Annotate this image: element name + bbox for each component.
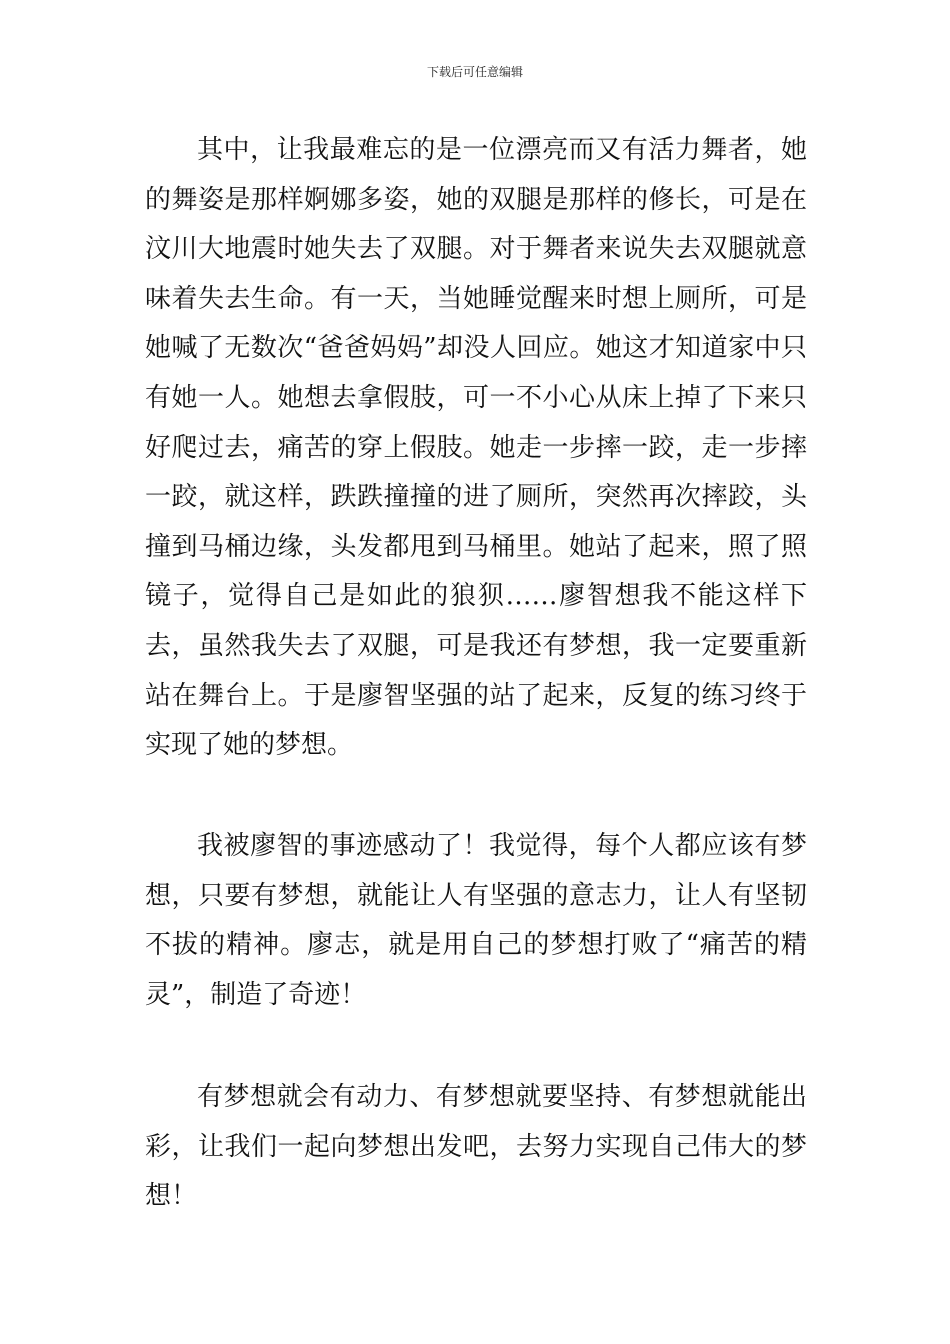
page-header-note: 下载后可任意编辑	[426, 65, 523, 79]
document-body-paragraph-2	[145, 822, 807, 1020]
document-body-paragraph-3	[145, 1073, 807, 1222]
paragraph-text: 有梦想就会有动力、有梦想就要坚持、有梦想就能出彩，让我们一起向梦想出发吧，去努力实现自己伟大的梦想！	[145, 1082, 807, 1212]
paragraph-text: 其中，让我最难忘的是一位漂亮而又有活力舞者，她的舞姿是那样婀娜多姿，她的双腿是那样的修长，可是在汶川大地震时她失去了双腿。对于舞者来说失去双腿就意味着失去生命。有一天，当她睡觉醒来时想上厕所，可是她喊了无数次“爸爸妈妈”却没人回应。她这才知道家中只有她一人。她想去拿假肢，可一不小心从床上掉了下来只好爬过去，痛苦的穿上假肢。她走一步摔一跤，走一步摔一跤，就这样，跌跌撞撞的进了厕所，突然再次摔跤，头撞到马桶边缘，头发都甩到马桶里。她站了起来，照了照镜子，觉得自己是如此的狼狈……廖智想我不能这样下去，虽然我失去了双腿，可是我还有梦想，我一定要重新站在舞台上。于是廖智坚强的站了起来，反复的练习终于实现了她的梦想。	[145, 135, 807, 761]
document-body-paragraph-1	[145, 126, 807, 771]
paragraph-text: 我被廖智的事迹感动了！我觉得，每个人都应该有梦想，只要有梦想，就能让人有坚强的意志力，让人有坚韧不拔的精神。廖志，就是用自己的梦想打败了“痛苦的精灵”，制造了奇迹！	[145, 831, 807, 1010]
